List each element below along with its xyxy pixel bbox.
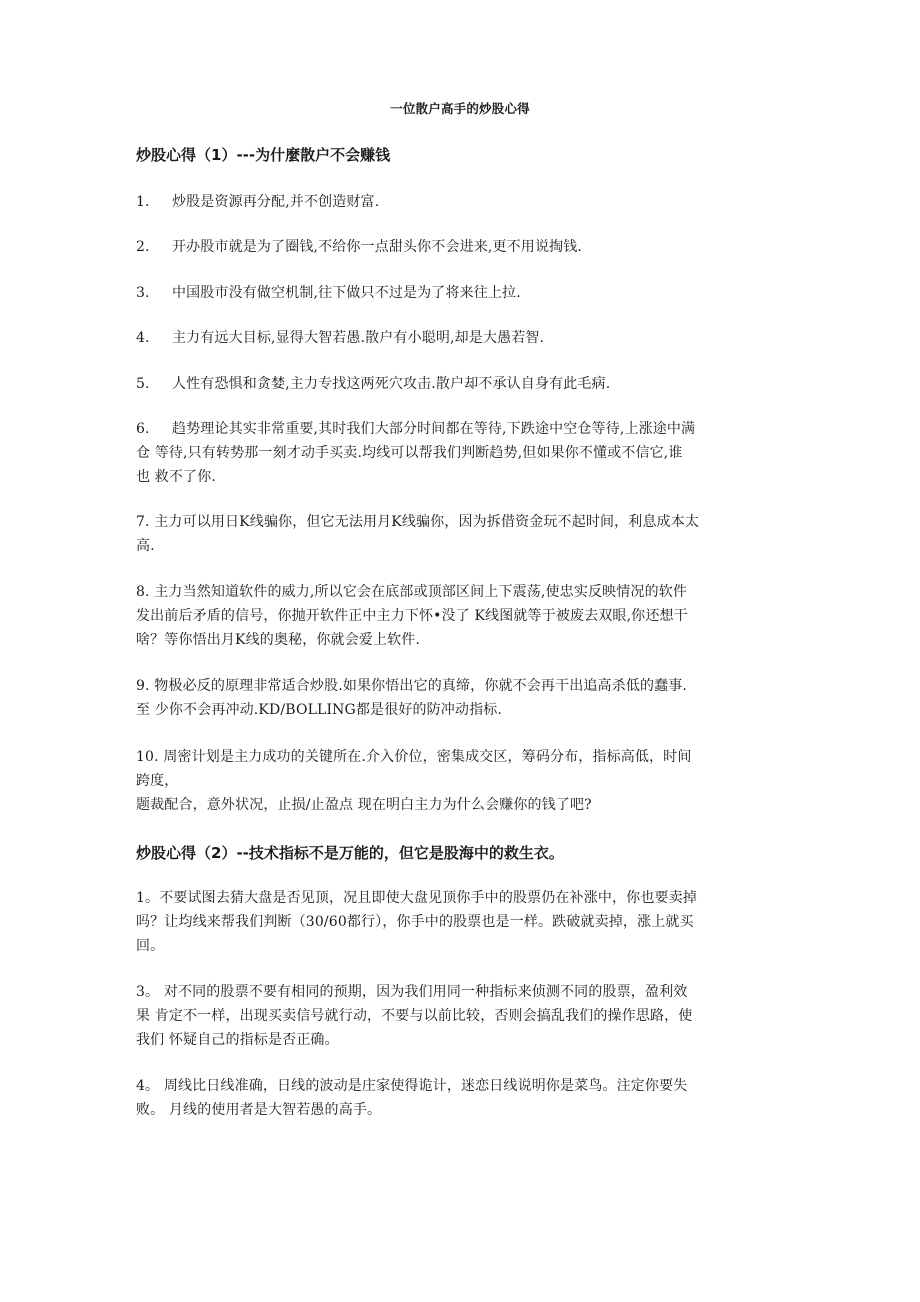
list-item	[136, 980, 788, 1052]
item-text: 人性有恐惧和贪婪,主力专找这两死穴攻击.散户却不承认自身有此毛病.	[172, 376, 611, 392]
list-item	[136, 372, 788, 396]
item-number: 4.	[136, 330, 150, 346]
list-item	[136, 281, 788, 305]
item-number: 1.	[136, 194, 150, 210]
item-number: 6.	[136, 421, 150, 437]
item-text: 主力可以用日K线骗你，但它无法用月K线骗你，因为拆借资金玩不起时间，利息成本太	[154, 514, 700, 530]
item-text: 不要试图去猜大盘是否见顶，况且即使大盘见顶你手中的股票仍在补涨中，你也要卖掉	[159, 890, 697, 906]
item-text: 物极必反的原理非常适合炒股.如果你悟出它的真缔，你就不会再干出追高杀低的蠢事.	[154, 678, 688, 694]
document-title: 一位散户高手的炒股心得	[390, 101, 530, 116]
item-number: 4。	[136, 1078, 160, 1094]
item-number: 7.	[136, 514, 150, 530]
list-item	[136, 235, 788, 259]
item-text: 周密计划是主力成功的关键所在.介入价位，密集成交区，筹码分布，指标高低，时间	[163, 749, 692, 765]
item-text: 回。	[136, 938, 165, 954]
item-text: 至 少你不会再冲动.KD/BOLLING都是很好的防冲动指标.	[136, 702, 502, 718]
list-item	[136, 745, 788, 817]
item-text: 炒股是资源再分配,并不创造财富.	[172, 194, 380, 210]
list-item	[136, 417, 788, 489]
item-text: 主力有远大目标,显得大智若愚.散户有小聪明,却是大愚若智.	[172, 330, 545, 346]
item-number: 1。	[136, 890, 160, 906]
item-number: 9.	[136, 678, 150, 694]
list-item	[136, 886, 788, 958]
item-text: 吗？让均线来帮我们判断（30/60都行），你手中的股票也是一样。跌破就卖掉，涨上就买	[136, 914, 694, 930]
list-item	[136, 510, 788, 558]
item-number: 5.	[136, 376, 150, 392]
item-text: 高.	[136, 538, 155, 554]
item-text: 败。 月线的使用者是大智若愚的高手。	[136, 1102, 382, 1118]
list-item	[136, 190, 788, 214]
list-item	[136, 326, 788, 350]
item-text: 题裁配合，意外状况，止损/止盈点 现在明白主力为什么会赚你的钱了吧?	[136, 797, 592, 813]
item-text: 对不同的股票不要有相同的预期，因为我们用同一种指标来侦测不同的股票，盈利效	[159, 984, 688, 1000]
item-number: 2.	[136, 239, 150, 255]
item-number: 3。	[136, 984, 160, 1000]
item-text: 周线比日线准确，日线的波动是庄家使得诡计，迷恋日线说明你是菜鸟。注定你要失	[159, 1078, 688, 1094]
item-text: 啥？等你悟出月K线的奥秘，你就会爱上软件.	[136, 632, 421, 648]
item-text: 趋势理论其实非常重要,其时我们大部分时间都在等待,下跌途中空仓等待,上涨途中满	[172, 421, 696, 437]
item-text: 跨度，	[136, 773, 179, 789]
item-text: 开办股市就是为了圈钱,不给你一点甜头你不会进来,更不用说掏钱.	[172, 239, 582, 255]
item-text: 发出前后矛盾的信号，你抛开软件正中主力下怀•没了 K线图就等于被废去双眼,你还想干	[136, 608, 688, 624]
item-number: 8.	[136, 584, 150, 600]
item-text: 中国股市没有做空机制,往下做只不过是为了将来往上拉.	[172, 285, 521, 301]
item-number: 10.	[136, 749, 159, 765]
item-text: 仓 等待,只有转势那一刻才动手买卖.均线可以帮我们判断趋势,但如果你不懂或不信它,谁	[136, 445, 683, 461]
item-text: 也 救不了你.	[136, 469, 216, 485]
list-item	[136, 580, 788, 652]
section-heading-1: 炒股心得（1）---为什麼散户不会赚钱	[136, 146, 391, 164]
list-item	[136, 1074, 788, 1122]
item-text: 主力当然知道软件的威力,所以它会在底部或顶部区间上下震荡,使忠实反映情况的软件	[154, 584, 688, 600]
item-text: 我们 怀疑自己的指标是否正确。	[136, 1032, 339, 1048]
section-heading-2: 炒股心得（2）--技术指标不是万能的，但它是股海中的救生衣。	[136, 844, 564, 862]
item-text: 果 肯定不一样，出现买卖信号就行动，不要与以前比较，否则会搞乱我们的操作思路，使	[136, 1008, 693, 1024]
item-number: 3.	[136, 285, 150, 301]
list-item	[136, 674, 788, 722]
